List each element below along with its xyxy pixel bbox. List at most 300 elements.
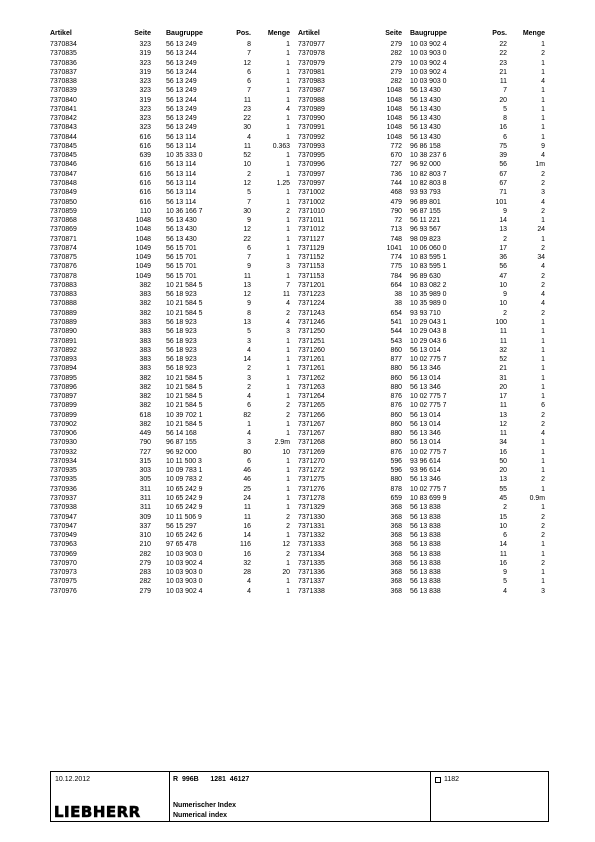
cell-pos: 8 bbox=[247, 41, 251, 48]
table-row bbox=[298, 272, 548, 281]
cell-baugruppe: 56 18 923 bbox=[166, 328, 197, 336]
cell-baugruppe: 96 89 630 bbox=[410, 272, 441, 280]
cell-seite: 543 bbox=[390, 337, 402, 345]
table-row bbox=[50, 281, 300, 290]
cell-menge: 1 bbox=[541, 337, 545, 345]
cell-artikel: 7370878 bbox=[50, 272, 77, 280]
cell-baugruppe: 10 11 506 9 bbox=[166, 513, 202, 521]
cell-baugruppe: 10 03 902 4 bbox=[410, 41, 447, 48]
cell-baugruppe: 10 38 237 6 bbox=[410, 152, 447, 160]
cell-baugruppe: 56 13 430 bbox=[410, 105, 441, 113]
table-row bbox=[50, 540, 300, 549]
cell-menge: 2 bbox=[541, 272, 545, 280]
cell-pos: 31 bbox=[499, 374, 507, 382]
cell-artikel: 7371267 bbox=[298, 430, 325, 438]
cell-artikel: 7371152 bbox=[298, 254, 325, 262]
cell-seite: 279 bbox=[390, 68, 402, 76]
cell-menge: 2 bbox=[286, 513, 290, 521]
cell-pos: 5 bbox=[247, 189, 251, 197]
table-row bbox=[50, 503, 300, 512]
cell-artikel: 7370869 bbox=[50, 226, 77, 234]
cell-seite: 449 bbox=[139, 430, 151, 438]
table-row bbox=[50, 96, 300, 105]
cell-menge: 4 bbox=[541, 300, 545, 308]
table-row bbox=[298, 587, 548, 596]
cell-menge: 1 bbox=[286, 235, 290, 243]
cell-menge: 1 bbox=[541, 41, 545, 48]
table-row bbox=[50, 86, 300, 95]
cell-baugruppe: 56 15 297 bbox=[166, 522, 197, 530]
cell-seite: 860 bbox=[390, 374, 402, 382]
cell-pos: 10 bbox=[499, 281, 507, 289]
table-row bbox=[50, 374, 300, 383]
table-row bbox=[298, 438, 548, 447]
cell-artikel: 7370894 bbox=[50, 365, 77, 373]
cell-menge: 2 bbox=[286, 550, 290, 558]
cell-seite: 1048 bbox=[386, 115, 402, 123]
cell-pos: 13 bbox=[499, 226, 507, 234]
table-row bbox=[298, 216, 548, 225]
cell-menge: 1 bbox=[286, 87, 290, 95]
cell-baugruppe: 56 13 430 bbox=[166, 226, 197, 234]
cell-artikel: 7370934 bbox=[50, 457, 77, 465]
cell-baugruppe: 56 13 014 bbox=[410, 420, 441, 428]
table-row bbox=[50, 68, 300, 77]
cell-baugruppe: 56 18 923 bbox=[166, 318, 197, 326]
cell-artikel: 7371129 bbox=[298, 244, 325, 252]
cell-pos: 7 bbox=[247, 198, 251, 206]
cell-artikel: 7370838 bbox=[50, 78, 77, 86]
cell-pos: 4 bbox=[247, 430, 251, 438]
cell-pos: 11 bbox=[499, 550, 507, 558]
cell-seite: 880 bbox=[390, 383, 402, 391]
cell-baugruppe: 56 13 249 bbox=[166, 87, 197, 95]
cell-pos: 6 bbox=[247, 78, 251, 86]
cell-artikel: 7371250 bbox=[298, 328, 325, 336]
cell-menge: 1 bbox=[286, 152, 290, 160]
cell-seite: 368 bbox=[390, 541, 402, 549]
cell-pos: 21 bbox=[499, 365, 507, 373]
cell-seite: 383 bbox=[139, 365, 151, 373]
cell-artikel: 7370876 bbox=[50, 263, 77, 271]
cell-seite: 279 bbox=[139, 587, 151, 595]
table-row bbox=[50, 392, 300, 401]
cell-menge: 4 bbox=[541, 263, 545, 271]
table-row bbox=[298, 188, 548, 197]
cell-baugruppe: 56 13 838 bbox=[410, 550, 441, 558]
header-seite: Seite bbox=[385, 30, 402, 37]
cell-pos: 1 bbox=[247, 420, 251, 428]
cell-baugruppe: 10 03 903 0 bbox=[410, 78, 447, 86]
cell-artikel: 7371261 bbox=[298, 365, 325, 373]
cell-pos: 52 bbox=[243, 152, 251, 160]
table-row bbox=[50, 290, 300, 299]
cell-menge: 2.9m bbox=[274, 439, 290, 447]
cell-baugruppe: 10 02 775 7 bbox=[410, 448, 447, 456]
cell-pos: 75 bbox=[499, 142, 507, 150]
cell-seite: 383 bbox=[139, 356, 151, 364]
cell-artikel: 7370844 bbox=[50, 133, 77, 141]
cell-seite: 382 bbox=[139, 420, 151, 428]
cell-menge: 12 bbox=[282, 541, 290, 549]
table-row bbox=[50, 170, 300, 179]
table-row bbox=[50, 40, 300, 49]
cell-pos: 2 bbox=[503, 235, 507, 243]
cell-artikel: 7371272 bbox=[298, 467, 325, 475]
cell-seite: 383 bbox=[139, 346, 151, 354]
table-row bbox=[298, 522, 548, 531]
cell-menge: 1 bbox=[541, 393, 545, 401]
table-row bbox=[298, 59, 548, 68]
cell-menge: 1 bbox=[541, 235, 545, 243]
cell-artikel: 7370892 bbox=[50, 346, 77, 354]
cell-seite: 382 bbox=[139, 393, 151, 401]
cell-baugruppe: 56 13 249 bbox=[166, 105, 197, 113]
cell-menge: 10 bbox=[282, 448, 290, 456]
table-row bbox=[50, 188, 300, 197]
cell-menge: 4 bbox=[541, 78, 545, 86]
cell-artikel: 7370890 bbox=[50, 328, 77, 336]
cell-artikel: 7370845 bbox=[50, 142, 77, 150]
cell-seite: 368 bbox=[390, 559, 402, 567]
cell-baugruppe: 93 93 710 bbox=[410, 309, 441, 317]
cell-menge: 1 bbox=[286, 50, 290, 58]
cell-pos: 9 bbox=[503, 291, 507, 299]
cell-pos: 6 bbox=[503, 532, 507, 540]
cell-menge: 2 bbox=[541, 207, 545, 215]
cell-baugruppe: 10 21 584 5 bbox=[166, 393, 203, 401]
cell-pos: 17 bbox=[499, 244, 507, 252]
cell-pos: 16 bbox=[499, 124, 507, 132]
cell-artikel: 7370997 bbox=[298, 179, 325, 187]
cell-seite: 319 bbox=[139, 96, 151, 104]
cell-pos: 116 bbox=[240, 541, 251, 549]
cell-artikel: 7370899 bbox=[50, 411, 77, 419]
cell-menge: 6 bbox=[541, 402, 545, 410]
cell-pos: 34 bbox=[499, 439, 507, 447]
cell-menge: 2 bbox=[541, 179, 545, 187]
cell-seite: 1048 bbox=[135, 217, 151, 225]
cell-artikel: 7370987 bbox=[298, 87, 325, 95]
table-row bbox=[50, 429, 300, 438]
cell-artikel: 7370899 bbox=[50, 402, 77, 410]
cell-pos: 11 bbox=[499, 328, 507, 336]
cell-menge: 1 bbox=[286, 365, 290, 373]
cell-artikel: 7371153 bbox=[298, 272, 325, 280]
cell-artikel: 7370893 bbox=[50, 356, 77, 364]
table-row bbox=[298, 355, 548, 364]
cell-artikel: 7371263 bbox=[298, 383, 325, 391]
cell-menge: 9 bbox=[541, 142, 545, 150]
cell-seite: 311 bbox=[140, 504, 151, 512]
cell-baugruppe: 10 21 584 5 bbox=[166, 300, 203, 308]
cell-artikel: 7371266 bbox=[298, 411, 325, 419]
cell-baugruppe: 56 15 701 bbox=[166, 272, 197, 280]
table-row bbox=[298, 133, 548, 142]
cell-menge: 1 bbox=[541, 356, 545, 364]
cell-menge: 1 bbox=[541, 124, 545, 132]
cell-baugruppe: 56 13 346 bbox=[410, 476, 441, 484]
header-baugruppe: Baugruppe bbox=[166, 30, 203, 37]
cell-pos: 3 bbox=[247, 374, 251, 382]
cell-pos: 56 bbox=[499, 263, 507, 271]
cell-pos: 25 bbox=[243, 485, 251, 493]
cell-seite: 877 bbox=[390, 356, 402, 364]
table-row bbox=[50, 559, 300, 568]
cell-menge: 1 bbox=[286, 467, 290, 475]
cell-pos: 9 bbox=[503, 569, 507, 577]
cell-seite: 618 bbox=[139, 411, 151, 419]
cell-artikel: 7370936 bbox=[50, 485, 77, 493]
cell-seite: 283 bbox=[139, 569, 151, 577]
cell-artikel: 7370842 bbox=[50, 115, 77, 123]
cell-menge: 1 bbox=[541, 457, 545, 465]
cell-artikel: 7370850 bbox=[50, 198, 77, 206]
cell-pos: 32 bbox=[499, 346, 507, 354]
table-row bbox=[298, 160, 548, 169]
cell-seite: 337 bbox=[139, 522, 151, 530]
cell-seite: 748 bbox=[390, 235, 402, 243]
cell-seite: 1049 bbox=[135, 244, 151, 252]
cell-seite: 670 bbox=[390, 152, 402, 160]
cell-artikel: 7371224 bbox=[298, 300, 325, 308]
cell-pos: 10 bbox=[243, 161, 251, 169]
cell-artikel: 7371002 bbox=[298, 189, 325, 197]
cell-pos: 6 bbox=[247, 68, 251, 76]
cell-pos: 12 bbox=[243, 291, 251, 299]
cell-artikel: 7370991 bbox=[298, 124, 325, 132]
cell-seite: 1048 bbox=[386, 105, 402, 113]
cell-pos: 22 bbox=[243, 115, 251, 123]
table-row bbox=[50, 355, 300, 364]
cell-seite: 860 bbox=[390, 420, 402, 428]
cell-pos: 6 bbox=[247, 457, 251, 465]
table-row bbox=[298, 299, 548, 308]
cell-menge: 1 bbox=[286, 457, 290, 465]
cell-artikel: 7370932 bbox=[50, 448, 77, 456]
cell-artikel: 7371002 bbox=[298, 198, 325, 206]
table-row bbox=[50, 494, 300, 503]
cell-baugruppe: 10 03 902 4 bbox=[166, 559, 203, 567]
cell-artikel: 7370997 bbox=[298, 170, 325, 178]
cell-seite: 279 bbox=[390, 41, 402, 48]
cell-baugruppe: 56 13 838 bbox=[410, 559, 441, 567]
footer-doc-ref: R 996B 1281 46127 bbox=[173, 776, 250, 783]
table-row bbox=[298, 253, 548, 262]
cell-menge: 1 bbox=[541, 578, 545, 586]
cell-menge: 4 bbox=[541, 430, 545, 438]
cell-baugruppe: 96 87 155 bbox=[410, 207, 441, 215]
table-row bbox=[50, 383, 300, 392]
cell-seite: 880 bbox=[390, 476, 402, 484]
cell-seite: 664 bbox=[390, 281, 402, 289]
cell-pos: 47 bbox=[499, 272, 507, 280]
cell-seite: 279 bbox=[390, 59, 402, 67]
cell-artikel: 7371010 bbox=[298, 207, 325, 215]
cell-menge: 2 bbox=[541, 513, 545, 521]
cell-menge: 1 bbox=[541, 318, 545, 326]
cell-menge: 1 bbox=[286, 124, 290, 132]
cell-pos: 2 bbox=[247, 365, 251, 373]
cell-pos: 11 bbox=[499, 430, 507, 438]
cell-baugruppe: 56 13 114 bbox=[166, 133, 197, 141]
table-row bbox=[298, 290, 548, 299]
cell-seite: 713 bbox=[390, 226, 402, 234]
cell-seite: 279 bbox=[139, 559, 151, 567]
table-row bbox=[298, 374, 548, 383]
cell-artikel: 7370963 bbox=[50, 541, 77, 549]
cell-pos: 14 bbox=[499, 217, 507, 225]
cell-artikel: 7371201 bbox=[298, 281, 325, 289]
cell-baugruppe: 56 13 244 bbox=[166, 68, 197, 76]
cell-menge: 1 bbox=[286, 133, 290, 141]
cell-baugruppe: 96 92 000 bbox=[166, 448, 197, 456]
table-row bbox=[50, 151, 300, 160]
cell-menge: 1 bbox=[286, 374, 290, 382]
cell-baugruppe: 10 03 903 0 bbox=[166, 578, 203, 586]
cell-seite: 468 bbox=[390, 189, 402, 197]
table-row bbox=[50, 142, 300, 151]
cell-pos: 22 bbox=[243, 235, 251, 243]
cell-seite: 860 bbox=[390, 346, 402, 354]
cell-artikel: 7370970 bbox=[50, 559, 77, 567]
cell-seite: 1048 bbox=[135, 235, 151, 243]
cell-seite: 1049 bbox=[135, 254, 151, 262]
cell-baugruppe: 10 03 902 4 bbox=[166, 587, 203, 595]
cell-artikel: 7371251 bbox=[298, 337, 325, 345]
cell-baugruppe: 56 15 701 bbox=[166, 263, 197, 271]
cell-seite: 1041 bbox=[386, 244, 402, 252]
cell-seite: 282 bbox=[390, 78, 402, 86]
cell-baugruppe: 56 13 430 bbox=[410, 96, 441, 104]
cell-seite: 772 bbox=[390, 142, 402, 150]
table-row bbox=[298, 77, 548, 86]
cell-artikel: 7370891 bbox=[50, 337, 77, 345]
cell-artikel: 7370949 bbox=[50, 532, 77, 540]
table-row bbox=[298, 309, 548, 318]
cell-artikel: 7370840 bbox=[50, 96, 77, 104]
cell-menge: 11 bbox=[282, 291, 290, 299]
table-row bbox=[50, 49, 300, 58]
footer-title-en: Numerical index bbox=[173, 812, 228, 819]
cell-seite: 616 bbox=[139, 198, 151, 206]
cell-baugruppe: 56 13 249 bbox=[166, 115, 197, 123]
cell-pos: 67 bbox=[499, 179, 507, 187]
cell-pos: 5 bbox=[247, 328, 251, 336]
cell-baugruppe: 56 13 430 bbox=[166, 235, 197, 243]
header-artikel: Artikel bbox=[298, 30, 320, 37]
cell-seite: 383 bbox=[139, 328, 151, 336]
cell-artikel: 7370839 bbox=[50, 87, 77, 95]
cell-pos: 12 bbox=[243, 179, 251, 187]
cell-seite: 319 bbox=[139, 50, 151, 58]
cell-menge: 20 bbox=[282, 569, 290, 577]
cell-pos: 22 bbox=[499, 50, 507, 58]
cell-menge: 3 bbox=[541, 587, 545, 595]
cell-baugruppe: 56 13 430 bbox=[410, 133, 441, 141]
cell-seite: 368 bbox=[390, 504, 402, 512]
cell-pos: 45 bbox=[499, 495, 507, 503]
cell-baugruppe: 10 02 775 7 bbox=[410, 393, 447, 401]
cell-seite: 654 bbox=[390, 309, 402, 317]
cell-pos: 14 bbox=[243, 356, 251, 364]
table-row bbox=[50, 485, 300, 494]
cell-baugruppe: 56 13 249 bbox=[166, 78, 197, 86]
cell-pos: 24 bbox=[243, 495, 251, 503]
cell-baugruppe: 56 18 923 bbox=[166, 291, 197, 299]
cell-seite: 775 bbox=[390, 263, 402, 271]
cell-menge: 1 bbox=[541, 485, 545, 493]
cell-seite: 544 bbox=[390, 328, 402, 336]
cell-menge: 3 bbox=[286, 263, 290, 271]
page-box-icon bbox=[435, 777, 441, 783]
cell-seite: 323 bbox=[139, 41, 151, 48]
table-row bbox=[50, 235, 300, 244]
cell-pos: 12 bbox=[243, 226, 251, 234]
table-row bbox=[50, 475, 300, 484]
cell-seite: 368 bbox=[390, 513, 402, 521]
cell-baugruppe: 10 65 242 9 bbox=[166, 504, 203, 512]
cell-baugruppe: 56 18 923 bbox=[166, 346, 197, 354]
cell-pos: 55 bbox=[499, 485, 507, 493]
cell-artikel: 7371329 bbox=[298, 504, 325, 512]
cell-pos: 16 bbox=[243, 522, 251, 530]
cell-seite: 210 bbox=[139, 541, 151, 549]
cell-baugruppe: 56 13 346 bbox=[410, 383, 441, 391]
cell-baugruppe: 10 29 043 1 bbox=[410, 318, 447, 326]
cell-baugruppe: 56 13 014 bbox=[410, 374, 441, 382]
table-row bbox=[298, 392, 548, 401]
cell-seite: 311 bbox=[140, 485, 151, 493]
cell-artikel: 7370889 bbox=[50, 318, 77, 326]
cell-pos: 11 bbox=[243, 96, 251, 104]
cell-menge: 1 bbox=[541, 59, 545, 67]
cell-seite: 72 bbox=[394, 217, 402, 225]
header-menge: Menge bbox=[522, 30, 545, 37]
cell-menge: 1 bbox=[286, 41, 290, 48]
cell-baugruppe: 10 29 043 6 bbox=[410, 337, 447, 345]
cell-pos: 101 bbox=[495, 198, 507, 206]
cell-baugruppe: 56 13 249 bbox=[166, 59, 197, 67]
cell-baugruppe: 56 18 923 bbox=[166, 337, 197, 345]
cell-menge: 2 bbox=[541, 281, 545, 289]
cell-seite: 323 bbox=[139, 115, 151, 123]
cell-seite: 310 bbox=[139, 532, 151, 540]
cell-baugruppe: 93 96 614 bbox=[410, 467, 441, 475]
cell-pos: 7 bbox=[503, 87, 507, 95]
cell-artikel: 7370976 bbox=[50, 587, 77, 595]
cell-baugruppe: 56 13 114 bbox=[166, 161, 197, 169]
table-row bbox=[298, 207, 548, 216]
cell-menge: 1 bbox=[286, 226, 290, 234]
table-row bbox=[298, 503, 548, 512]
cell-pos: 32 bbox=[243, 559, 251, 567]
table-row bbox=[298, 142, 548, 151]
cell-artikel: 7370889 bbox=[50, 309, 77, 317]
cell-seite: 368 bbox=[390, 522, 402, 530]
cell-menge: 1 bbox=[286, 189, 290, 197]
cell-baugruppe: 10 09 783 2 bbox=[166, 476, 203, 484]
cell-menge: 1 bbox=[541, 328, 545, 336]
cell-menge: 1 bbox=[286, 504, 290, 512]
cell-baugruppe: 10 82 803 8 bbox=[410, 179, 447, 187]
cell-artikel: 7370979 bbox=[298, 59, 325, 67]
cell-seite: 790 bbox=[390, 207, 402, 215]
cell-seite: 878 bbox=[390, 485, 402, 493]
cell-pos: 11 bbox=[243, 142, 251, 150]
cell-baugruppe: 10 82 803 7 bbox=[410, 170, 447, 178]
cell-pos: 67 bbox=[499, 170, 507, 178]
